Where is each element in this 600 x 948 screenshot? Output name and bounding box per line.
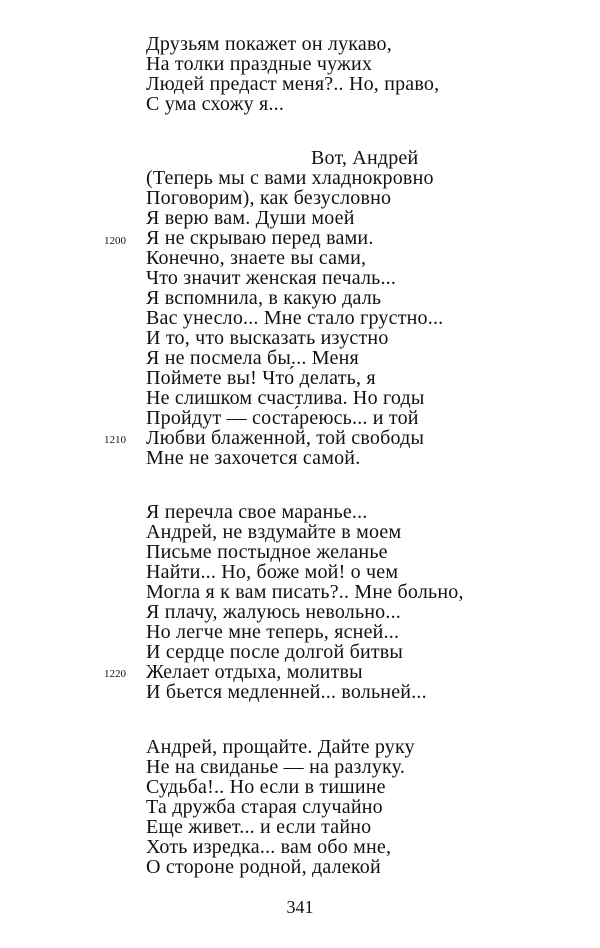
verse-line: Вот, Андрей bbox=[311, 147, 419, 169]
verse-line: Мне не захочется самой. bbox=[146, 447, 361, 469]
verse-line: И то, что высказать изустно bbox=[146, 327, 389, 349]
verse-line: Что значит женская печаль... bbox=[146, 267, 397, 289]
verse-line: Желает отдыха, молитвы bbox=[146, 661, 363, 683]
line-number: 1220 bbox=[104, 668, 126, 680]
verse-line: Найти... Но, боже мой! о чем bbox=[146, 561, 399, 583]
verse-line: Но легче мне теперь, ясней... bbox=[146, 621, 400, 643]
verse-line: Андрей, прощайте. Дайте руку bbox=[146, 736, 415, 758]
verse-line: Я перечла свое маранье... bbox=[146, 501, 368, 523]
verse-line: Письме постыдное желанье bbox=[146, 541, 388, 563]
verse-line: Я не скрываю перед вами. bbox=[146, 227, 374, 249]
verse-line: Пройдут — соста́реюсь... и той bbox=[146, 407, 419, 429]
verse-line: И сердце после долгой битвы bbox=[146, 641, 404, 663]
verse-line: Вас унесло... Мне стало грустно... bbox=[146, 307, 444, 329]
verse-line: Могла я к вам писать?.. Мне больно, bbox=[146, 581, 464, 603]
verse-line: С ума схожу я... bbox=[146, 93, 285, 115]
verse-line: На толки праздные чужих bbox=[146, 53, 373, 75]
line-number: 1210 bbox=[104, 434, 126, 446]
verse-line: Людей предаст меня?.. Но, право, bbox=[146, 73, 440, 95]
verse-line: Хоть изредка... вам обо мне, bbox=[146, 836, 392, 858]
verse-line: И бьется медленней... вольней... bbox=[146, 681, 427, 703]
verse-line: Не на свиданье — на разлуку. bbox=[146, 756, 406, 778]
verse-line: (Теперь мы с вами хладнокровно bbox=[146, 167, 434, 189]
verse-line: Друзьям покажет он лукаво, bbox=[146, 33, 392, 55]
verse-line: Я вспомнила, в какую даль bbox=[146, 287, 382, 309]
verse-line: Я плачу, жалуюсь невольно... bbox=[146, 601, 401, 623]
verse-line: Та дружба старая случайно bbox=[146, 796, 383, 818]
verse-line: Андрей, не вздумайте в моем bbox=[146, 521, 402, 543]
verse-line: Еще живет... и если тайно bbox=[146, 816, 372, 838]
verse-line: Не слишком счастлива. Но годы bbox=[146, 387, 425, 409]
verse-line: Поймете вы! Что́ делать, я bbox=[146, 367, 376, 389]
verse-line: Я не посмела бы... Меня bbox=[146, 347, 359, 369]
verse-line: О стороне родной, далекой bbox=[146, 856, 381, 878]
page-number: 341 bbox=[286, 897, 314, 917]
line-number: 1200 bbox=[104, 235, 126, 247]
verse-line: Поговорим), как безусловно bbox=[146, 187, 392, 209]
verse-line: Судьба!.. Но если в тишине bbox=[146, 776, 386, 798]
verse-line: Любви блаженной, той свободы bbox=[146, 427, 425, 449]
verse-line: Я верю вам. Души моей bbox=[146, 207, 355, 229]
verse-line: Конечно, знаете вы сами, bbox=[146, 247, 367, 269]
